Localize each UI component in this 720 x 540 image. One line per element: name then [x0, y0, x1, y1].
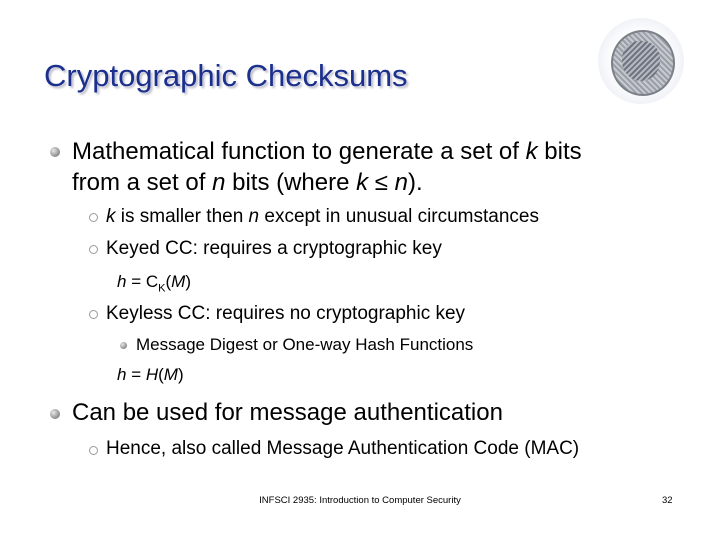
text: )	[185, 272, 191, 291]
var-H: H	[145, 365, 159, 384]
text: =	[126, 365, 146, 384]
text: = C	[126, 272, 159, 291]
university-seal-logo	[598, 18, 684, 104]
sub-bullet-3: Keyless CC: requires no cryptographic key	[106, 303, 466, 324]
var-k: k	[525, 138, 538, 165]
bullet-1-line-1	[72, 136, 582, 167]
var-m: M	[171, 272, 186, 291]
var-m: M	[163, 365, 178, 384]
sub-bullet-icon	[89, 245, 98, 254]
footer-text: INFSCI 2935: Introduction to Computer Security	[259, 495, 461, 506]
bullet-1-line-2	[72, 167, 423, 198]
bullet-2: Can be used for message authentication	[72, 399, 503, 426]
formula-keyless	[117, 365, 184, 385]
bullet-icon	[50, 409, 60, 419]
sub-bullet-2: Keyed CC: requires a cryptographic key	[106, 238, 442, 259]
text: ).	[408, 169, 423, 196]
var-k: k	[106, 206, 116, 227]
sub-bullet-icon	[89, 213, 98, 222]
sub-bullet-icon	[89, 310, 98, 319]
sub-sub-bullet-1: Message Digest or One-way Hash Functions	[136, 335, 474, 354]
text: (	[158, 365, 164, 384]
formula-keyed	[117, 272, 191, 294]
text: ≤	[368, 169, 395, 196]
text: bits (where	[225, 169, 357, 196]
var-n: n	[212, 169, 226, 196]
text: bits	[537, 138, 582, 165]
text: except in unusual circumstances	[259, 206, 539, 227]
subscript-k: K	[158, 282, 166, 295]
var-k: k	[356, 169, 369, 196]
text: (	[165, 272, 172, 291]
bullet-icon	[50, 147, 60, 157]
text: is smaller then	[115, 206, 249, 227]
slide-number: 32	[662, 495, 673, 506]
var-n: n	[394, 169, 409, 196]
var-n: n	[248, 206, 260, 227]
sub-bullet-4: Hence, also called Message Authentication Code (MAC)	[106, 438, 580, 459]
sub-bullet-1	[106, 206, 539, 228]
slide-title: Cryptographic Checksums	[44, 58, 408, 93]
sub-bullet-icon	[89, 446, 98, 455]
text: Mathematical function to generate a set of	[72, 138, 526, 165]
seal-emblem	[622, 41, 660, 81]
text: )	[177, 365, 184, 384]
var-h: h	[117, 365, 127, 384]
text: from a set of	[72, 169, 213, 196]
sub-sub-bullet-icon	[120, 342, 127, 349]
var-h: h	[117, 272, 127, 291]
